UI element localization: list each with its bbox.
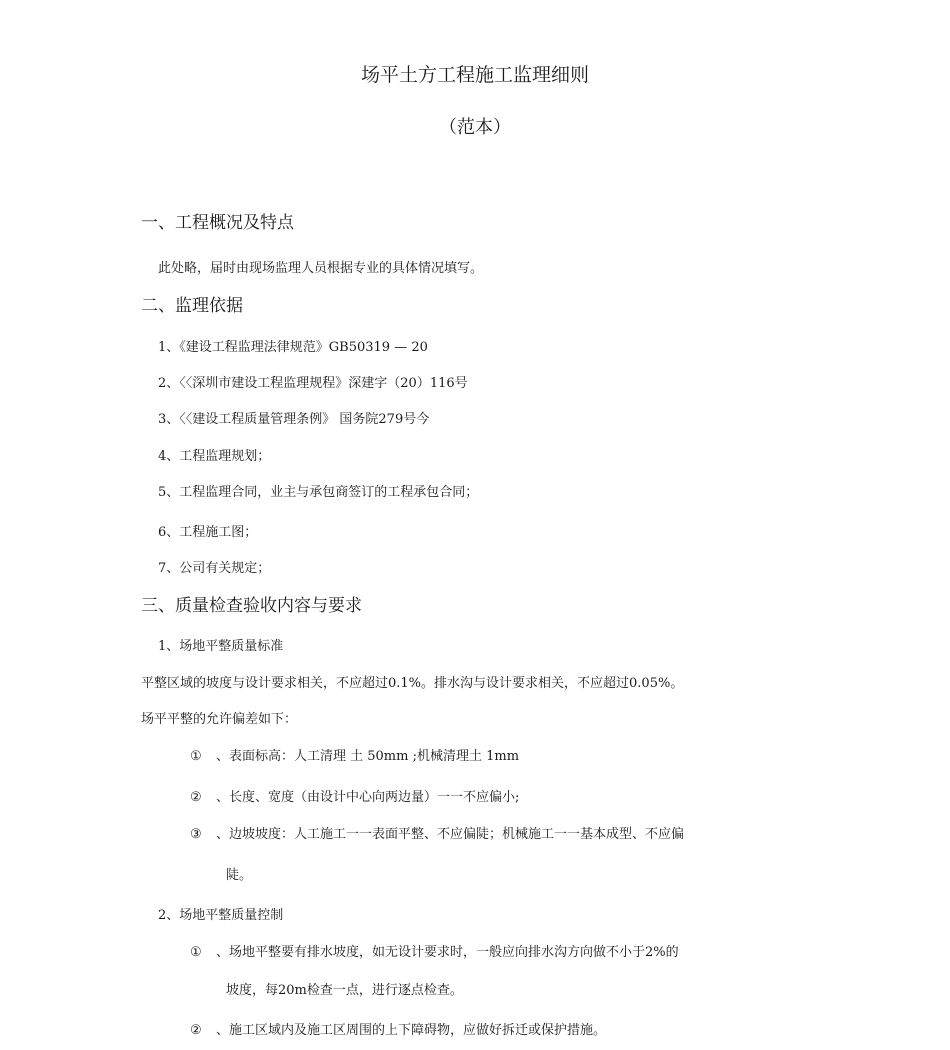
basis-item: 6、工程施工图；	[158, 525, 258, 540]
item-marker: ②	[190, 790, 202, 805]
basis-item: 3、〈〈建设工程质量管理条例》 国务院279号今	[158, 412, 430, 427]
document-title: 场平土方工程施工监理细则	[360, 64, 589, 86]
control-item	[190, 946, 679, 959]
item-text: 、场地平整要有排水坡度，如无设计要求时，一般应向排水沟方向做不小于2%的	[216, 945, 679, 960]
section-heading-basis: 二、监理依据	[141, 296, 243, 316]
item-text: 、施工区域内及施工区周围的上下障碍物，应做好拆迁或保护措施。	[216, 1023, 607, 1038]
subsection-paragraph: 场平平整的允许偏差如下：	[141, 712, 298, 727]
item-marker: ①	[190, 749, 202, 764]
tolerance-item-continuation: 陡。	[226, 868, 253, 883]
control-item	[190, 1024, 606, 1037]
item-marker: ②	[190, 1023, 202, 1038]
basis-item: 2、〈〈深圳市建设工程监理规程》深建字（20）116号	[158, 376, 468, 391]
basis-item: 5、工程监理合同，业主与承包商签订的工程承包合同；	[158, 485, 479, 500]
section-heading-overview: 一、工程概况及特点	[141, 213, 294, 233]
tolerance-item	[190, 750, 519, 763]
tolerance-item	[190, 791, 519, 804]
item-text: 、表面标高：人工清理 土 50mm ;机械清理土 1mm	[216, 749, 520, 764]
item-marker: ①	[190, 945, 202, 960]
subsection-heading: 2、场地平整质量控制	[158, 908, 284, 923]
tolerance-item	[190, 828, 684, 841]
item-text: 、边坡坡度：人工施工一一表面平整、不应偏陡；机械施工一一基本成型、不应偏	[216, 827, 685, 842]
item-text: 、长度、宽度（由设计中心向两边量）一一不应偏小;	[216, 790, 520, 805]
subsection-paragraph: 平整区域的坡度与设计要求相关，不应超过0.1%。排水沟与设计要求相关，不应超过0.05%。	[141, 676, 684, 691]
item-marker: ③	[190, 827, 202, 842]
section-heading-quality: 三、质量检查验收内容与要求	[141, 596, 362, 616]
basis-item: 1、《建设工程监理法律规范》GB50319 — 20	[158, 340, 428, 355]
basis-item: 4、工程监理规划；	[158, 449, 271, 464]
subsection-heading: 1、场地平整质量标准	[158, 639, 284, 654]
document-subtitle: （范本）	[439, 117, 511, 138]
control-item-continuation: 坡度，每20m检查一点，进行逐点检查。	[226, 983, 463, 998]
basis-item: 7、公司有关规定；	[158, 561, 271, 576]
section-paragraph: 此处略，届时由现场监理人员根据专业的具体情况填写。	[158, 261, 484, 276]
